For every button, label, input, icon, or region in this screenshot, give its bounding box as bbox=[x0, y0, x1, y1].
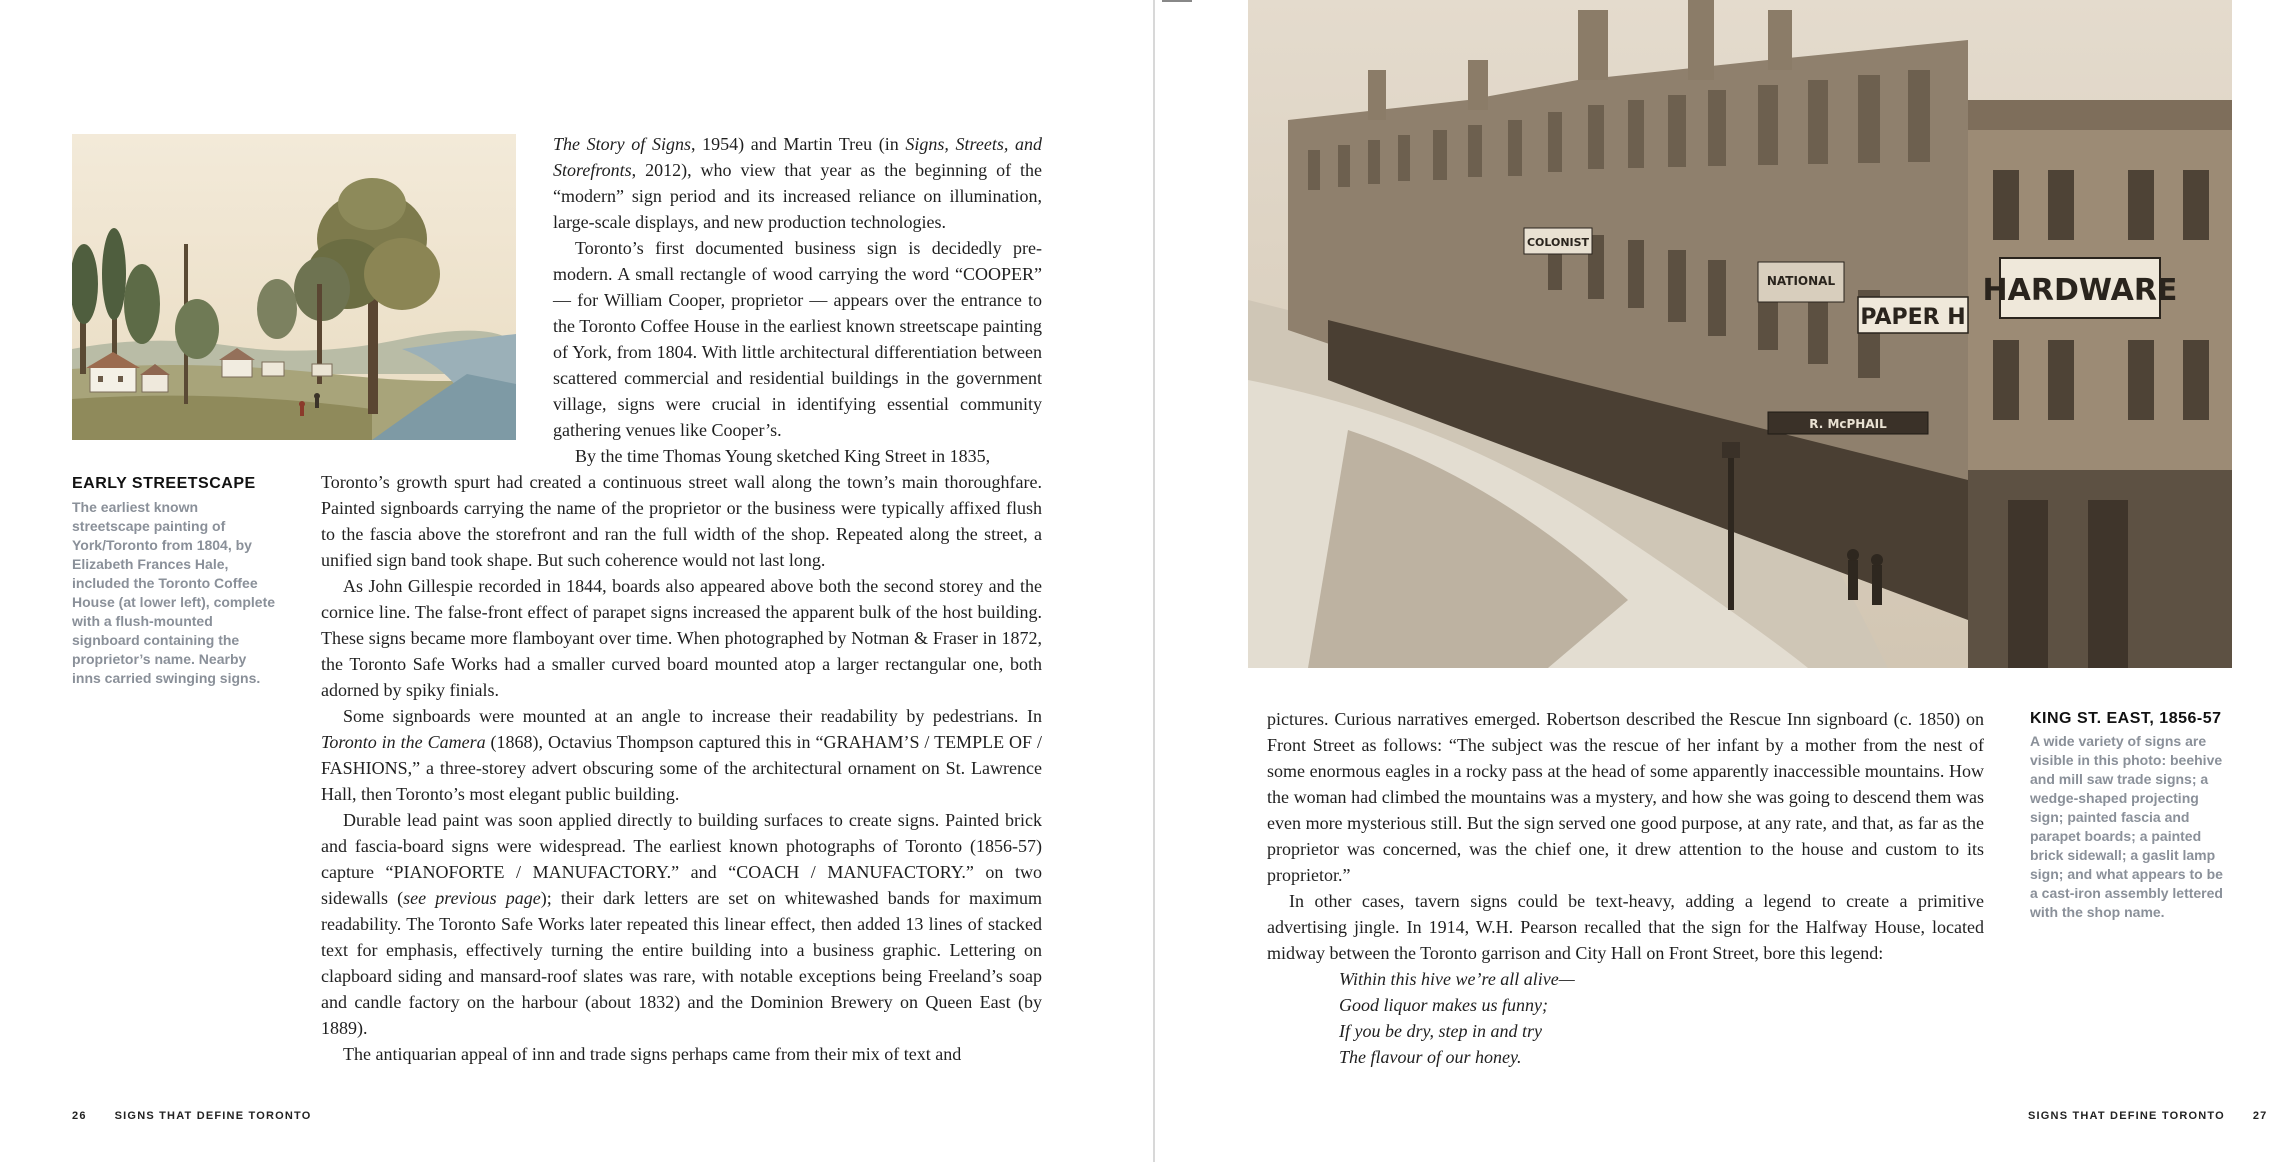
right-caption-text: A wide variety of signs are visible in this photo: beehive and mill saw trade signs; a wedge-shaped projecting sign; painted fascia and parapet boards; a painted brick sidewall; a gaslit lamp sign; and what appears to be a cast-iron assembly lettered with the shop name. bbox=[2030, 733, 2223, 920]
sign-mcphail: R. McPHAIL bbox=[1809, 417, 1887, 431]
painting-illustration bbox=[72, 134, 516, 440]
king-street-photo bbox=[1248, 0, 2232, 668]
left-folio bbox=[72, 1110, 311, 1122]
paragraph: Durable lead paint was soon applied directly to building surfaces to create signs. Painted brick and fascia-board signs were widespread. The earliest known photographs of Toronto (1856-57) capture “PIANOFORTE / MANUFACTORY.” and “COACH / MANUFACTORY.” on two sidewalls (see previous page); their dark letters are set on whitewashed bands for maximum readability. The Toronto Safe Works later repeated this linear effect, then added 13 lines of stacked text for emphasis, effectively turning the entire building into a business graphic. Lettering on clapboard siding and mansard-roof slates was rare, with notable exceptions being Freeland’s soap and candle factory on the harbour (about 1832) and the Dominion Brewery on Queen East (by 1889). bbox=[321, 810, 1042, 1038]
paragraph: The antiquarian appeal of inn and trade signs perhaps came from their mix of text and bbox=[343, 1044, 962, 1064]
sign-national: NATIONAL bbox=[1766, 274, 1836, 288]
early-streetscape-painting bbox=[72, 134, 516, 440]
paragraph: Toronto’s first documented business sign is decidedly pre-modern. A small rectangle of wood carrying the word “COOPER” — for William Cooper, proprietor — appears over the entrance to the Toronto Coffee House in the earliest known streetscape painting of York, from 1804. With little architectural differentiation between scattered commercial and residential buildings in the government village, signs were crucial in identifying essential community gathering venues like Cooper’s. bbox=[553, 238, 1042, 440]
left-caption-title: EARLY STREETSCAPE bbox=[72, 475, 256, 492]
page-number: 27 bbox=[2252, 1110, 2268, 1122]
sign-colonist: COLONIST bbox=[1526, 236, 1590, 249]
gutter-mark bbox=[1162, 0, 1192, 2]
running-title: SIGNS THAT DEFINE TORONTO bbox=[2028, 1110, 2225, 1122]
verse-line: Good liquor makes us funny; bbox=[1339, 995, 1548, 1015]
sign-paper: PAPER H bbox=[1860, 305, 1966, 330]
paragraph: The Story of Signs, 1954) and Martin Treu (in Signs, Streets, and Storefronts, 2012), who view that year as the beginning of the “modern” sign period and its increased reliance on illumination, large-scale displays, and new production technologies. bbox=[553, 134, 1043, 232]
photo-illustration bbox=[1248, 0, 2232, 668]
spine-gutter bbox=[1153, 0, 1155, 1162]
paragraph: By the time Thomas Young sketched King Street in 1835, bbox=[575, 446, 991, 466]
page-number: 26 bbox=[72, 1110, 87, 1122]
sign-hardware: HARDWARE bbox=[1982, 273, 2178, 308]
right-column bbox=[1267, 706, 1984, 1070]
left-caption-text: The earliest known streetscape painting of York/Toronto from 1804, by Elizabeth Frances Hale, included the Toronto Coffee House (at lower left), complete with a flush-mounted signboard containing the proprietor’s name. Nearby inns carried swinging signs. bbox=[72, 499, 276, 686]
verse-line: Within this hive we’re all alive— bbox=[1339, 969, 1575, 989]
right-caption-title: KING ST. EAST, 1856-57 bbox=[2030, 710, 2222, 727]
verse-line: If you be dry, step in and try bbox=[1339, 1021, 1542, 1041]
paragraph: As John Gillespie recorded in 1844, boards also appeared above both the second storey and the cornice line. The false-front effect of parapet signs increased the apparent bulk of the host building. These signs became more flamboyant over time. When photographed by Notman & Fraser in 1872, the Toronto Safe Works had a smaller curved board mounted atop a larger rectangular one, both adorned by spiky finials. bbox=[321, 576, 1042, 700]
paragraph: pictures. Curious narratives emerged. Robertson described the Rescue Inn signboard (c. 1850) on Front Street as follows: “The subject was the rescue of her infant by a mother from the nest of some enormous eagles in a rocky pass at the head of some apparently inaccessible mountains. How the woman had climbed the mountains was a mystery, and how she was going to descend them was even more mysterious still. But the sign served one good purpose, at any rate, and that, as far as the proprietor was concerned, was the chief one, it drew attention to the house and custom to its proprietor.” bbox=[1267, 709, 1984, 885]
left-column-upper bbox=[553, 131, 1042, 469]
paragraph: Some signboards were mounted at an angle to increase their readability by pedestrians. In Toronto in the Camera (1868), Octavius Thompson captured this in “GRAHAM’S / TEMPLE OF / FASHIONS,” a three-storey advert obscuring some of the architectural ornament on St. Lawrence Hall, then Toronto’s most elegant public building. bbox=[321, 706, 1043, 804]
left-column-lower bbox=[321, 469, 1042, 1067]
running-title: SIGNS THAT DEFINE TORONTO bbox=[114, 1110, 312, 1122]
paragraph: Toronto’s growth spurt had created a continuous street wall along the town’s main thoroughfare. Painted signboards carrying the name of the proprietor or the business were typically affixed flush to the fascia above the storefront and ran the full width of the shop. Repeated along the street, a unified sign band took shape. But such coherence would not last long. bbox=[321, 472, 1042, 570]
verse-line: The flavour of our honey. bbox=[1339, 1047, 1522, 1067]
paragraph: In other cases, tavern signs could be text-heavy, adding a legend to create a primitive advertising jingle. In 1914, W.H. Pearson recalled that the sign for the Halfway House, located midway between the Toronto garrison and City Hall on Front Street, bore this legend: bbox=[1267, 891, 1984, 963]
right-folio bbox=[2028, 1110, 2267, 1122]
